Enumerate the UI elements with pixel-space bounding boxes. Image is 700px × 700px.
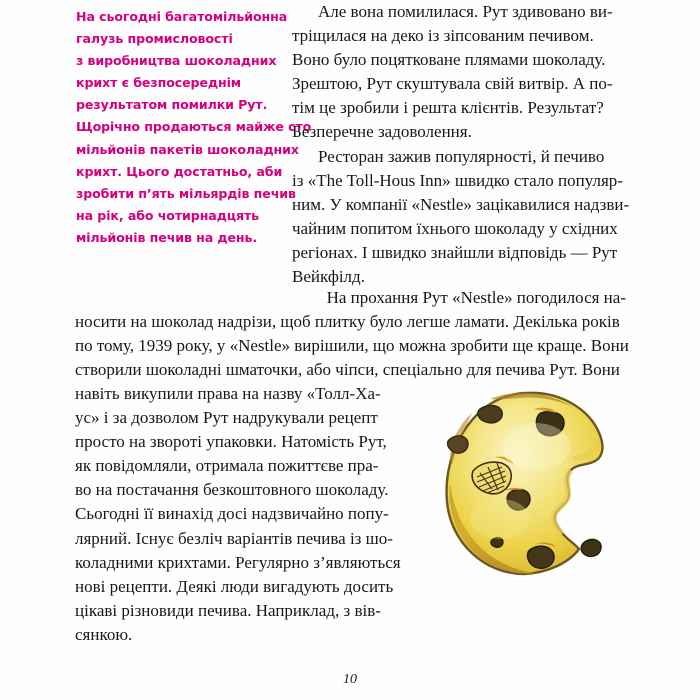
text-line: нові рецепти. Деякі люди вигадують досить bbox=[75, 576, 394, 596]
lower-text-region bbox=[0, 286, 700, 644]
text-line: сянкою. bbox=[75, 624, 133, 644]
page-number: 10 bbox=[343, 672, 357, 687]
pullquote-line: галузь промисловості bbox=[76, 31, 233, 47]
text-line: Безперечне задоволення. bbox=[292, 122, 472, 142]
text-line: во на постачання безкоштовного шоколаду. bbox=[75, 480, 389, 500]
text-line: Але вона помилилася. Рут здивовано ви- bbox=[318, 2, 613, 21]
text-line: носити на шоколад надрізи, щоб плитку було легше ламати. Декілька років bbox=[75, 312, 620, 332]
text-line: Зрештою, Рут скуштувала свій витвір. А по- bbox=[292, 74, 613, 94]
pullquote-line: На сьогодні багатомільйонна bbox=[76, 9, 288, 24]
text-line: тріщилася на деко із зіпсованим печивом. bbox=[292, 26, 594, 46]
paragraph-3-head bbox=[75, 286, 629, 382]
pullquote-line: на рік, або чотирнадцять bbox=[76, 207, 260, 223]
text-line: просто на звороті упаковки. Натомість Рут, bbox=[75, 432, 387, 452]
pullquote-line: результатом помилки Рут. bbox=[76, 97, 268, 113]
pullquote-line: Щорічно продаються майже сто bbox=[76, 119, 312, 135]
full-width-paragraph-block bbox=[75, 286, 629, 382]
paragraph-1 bbox=[292, 0, 626, 145]
pullquote-line: мільйонів печив на день. bbox=[76, 229, 258, 245]
text-line: створили шоколадні шматочки, або чіпси, спеціально для печива Рут. Вони bbox=[75, 360, 620, 380]
text-line: На прохання Рут «Nestle» погодилося на- bbox=[326, 288, 626, 307]
cookie-illustration bbox=[440, 387, 615, 582]
text-line: чайним попитом їхнього шоколаду у східних bbox=[292, 218, 618, 238]
text-line: ним. У компанії «Nestle» зацікавилися надзви- bbox=[292, 194, 630, 214]
text-line: із «The Toll-Hous Inn» швидко стало популяр- bbox=[292, 170, 623, 190]
text-line: Воно було поцятковане плямами шоколаду. bbox=[292, 50, 606, 70]
pullquote-line: крихт. Цього достатньо, аби bbox=[76, 163, 283, 179]
cookie-icon bbox=[440, 387, 615, 582]
text-line: Ресторан зажив популярності, й печиво bbox=[318, 146, 605, 166]
text-line: лярний. Існує безліч варіантів печива із шо- bbox=[75, 528, 393, 548]
wrapped-paragraph-block bbox=[75, 382, 419, 647]
text-line: Вейкфілд. bbox=[292, 267, 365, 287]
right-text-column bbox=[292, 0, 630, 289]
pullquote-line: з виробництва шоколадних bbox=[76, 53, 277, 69]
text-line: ус» і за дозволом Рут надрукували рецепт bbox=[75, 408, 378, 428]
pullquote-line: зробити п’ять мільярдів печив bbox=[76, 185, 296, 201]
text-line: Сьогодні її винахід досі надзвичайно попу- bbox=[75, 504, 389, 524]
text-line: навіть викупили права на назву «Толл-Ха- bbox=[75, 384, 381, 403]
text-line: цікаві різновиди печива. Наприклад, з вів- bbox=[75, 600, 381, 620]
top-two-column-region bbox=[0, 0, 700, 287]
pullquote-line: крихт є безпосереднім bbox=[76, 75, 241, 91]
paragraph-3-tail bbox=[75, 382, 419, 647]
paragraph-2 bbox=[292, 145, 630, 290]
text-line: по тому, 1939 року, у «Nestle» вирішили, що можна зробити ще краще. Вони bbox=[75, 336, 629, 356]
pullquote-sidebar bbox=[76, 6, 312, 249]
text-line: коладними крихтами. Регулярно з’являються bbox=[75, 552, 401, 572]
text-line: як повідомляли, отримала пожиттєве пра- bbox=[75, 456, 379, 476]
text-line: регіонах. І швидко знайшли відповідь — Рут bbox=[292, 242, 618, 262]
text-line: тім це зробили і решта клієнтів. Результат? bbox=[292, 98, 604, 118]
pullquote-line: мільйонів пакетів шоколадних bbox=[76, 141, 299, 157]
